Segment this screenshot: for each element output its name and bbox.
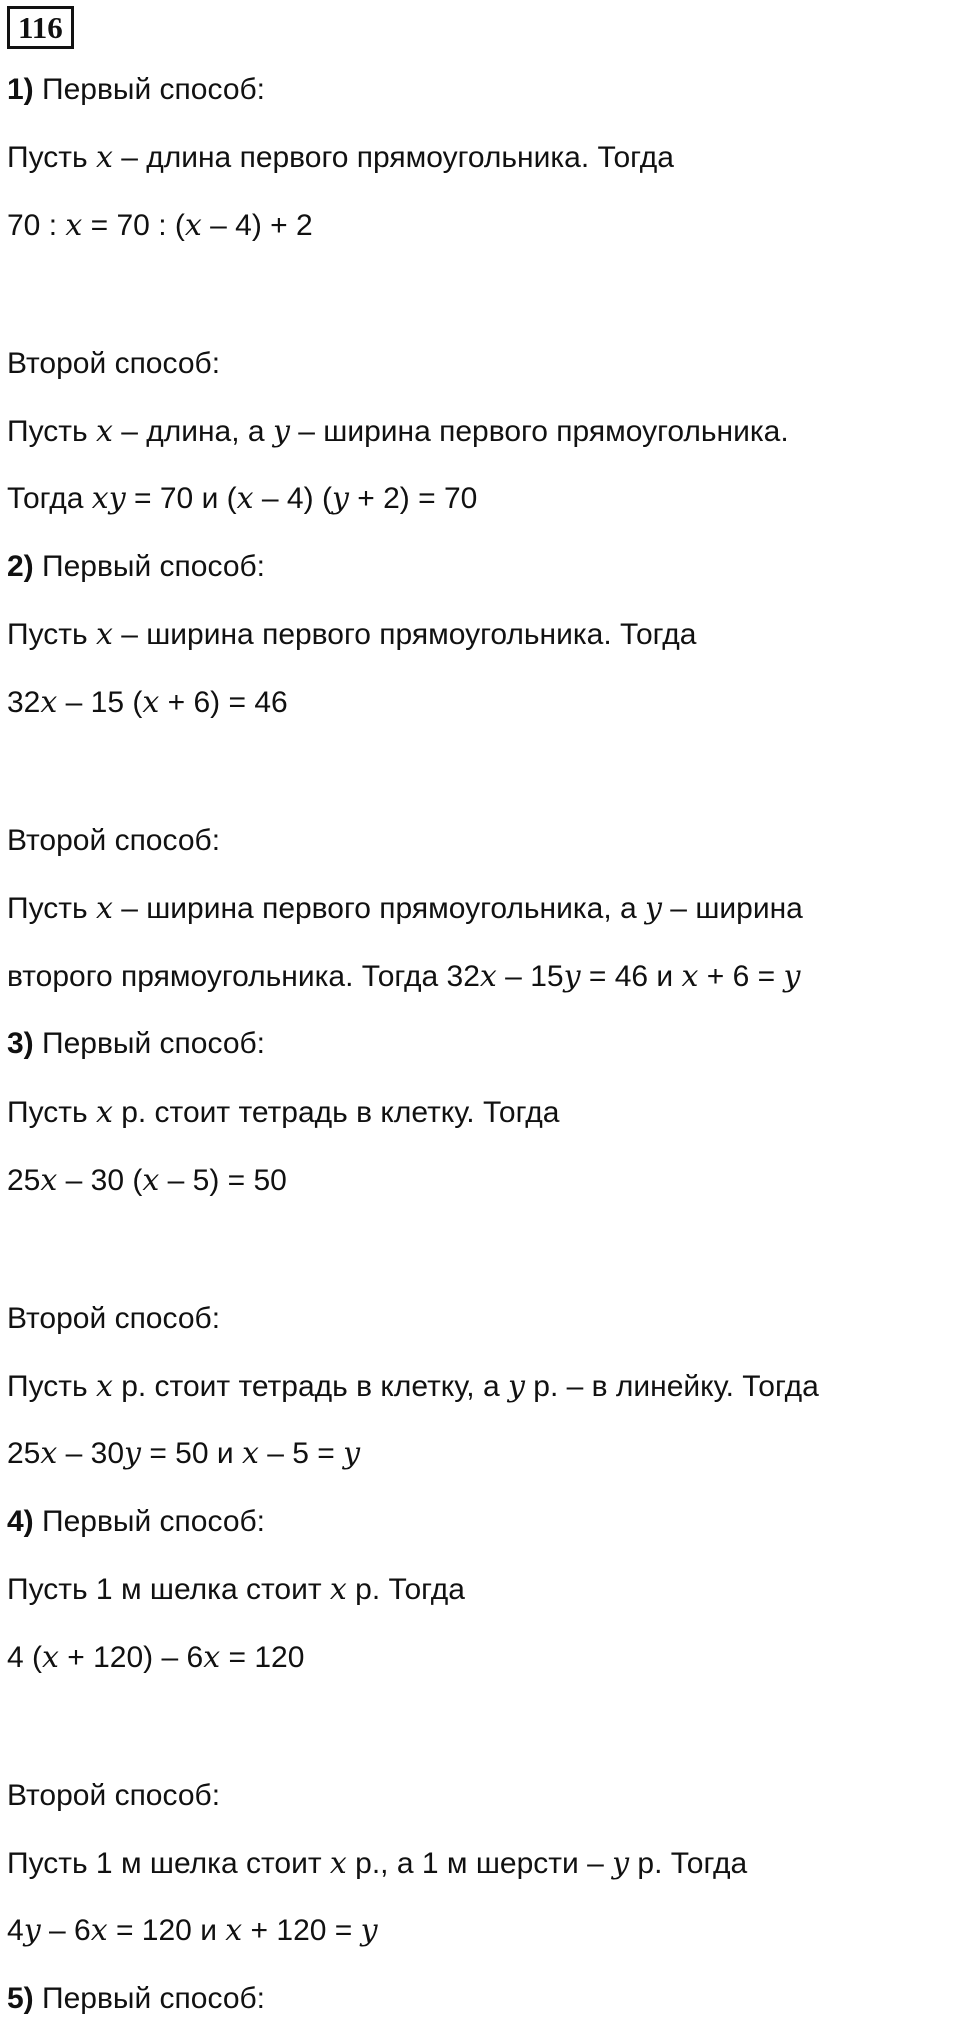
problem-number-box: 116 [7, 6, 74, 49]
line-text: 4 [7, 1914, 24, 1947]
text-line [7, 72, 265, 108]
line-text: р., а 1 м шерсти – [346, 1847, 613, 1880]
line-text: = 120 и [107, 1914, 226, 1947]
math-variable: x [95, 1095, 113, 1130]
math-variable: x [42, 1640, 59, 1675]
math-variable: x [65, 208, 83, 243]
line-text: Пусть [7, 1370, 96, 1403]
line-text: 4 ( [7, 1641, 43, 1674]
line-text: = 70 : ( [82, 209, 185, 242]
line-text: – длина первого прямоугольника. Тогда [112, 141, 674, 174]
math-variable: x [225, 1913, 243, 1948]
line-text: р. Тогда [346, 1573, 465, 1606]
math-variable: x [681, 959, 699, 994]
math-variable: y [612, 1846, 630, 1881]
line-text: 70 : [7, 209, 66, 242]
item-number: 1) [7, 73, 34, 106]
line-text: Первый способ: [33, 1982, 266, 2015]
math-variable: x [479, 959, 497, 994]
item-number: 3) [7, 1027, 34, 1060]
text-line [7, 481, 477, 517]
line-text: Первый способ: [33, 1027, 266, 1060]
math-variable: y [645, 891, 662, 926]
line-text: – 15 [496, 960, 564, 993]
line-text: Второй способ: [7, 347, 221, 380]
math-variable: x [40, 1163, 58, 1198]
math-variable: y [272, 414, 290, 449]
math-variable: y [783, 959, 801, 994]
text-line [7, 1504, 265, 1540]
line-text: – длина, а [112, 415, 273, 448]
math-variable: x [236, 481, 254, 516]
item-number: 2) [7, 550, 34, 583]
math-variable: x [329, 1846, 347, 1881]
math-variable: x [95, 140, 113, 175]
text-line [7, 346, 220, 382]
text-line [7, 208, 313, 244]
line-text: – 4) + 2 [201, 209, 313, 242]
line-text: 32 [7, 686, 41, 719]
math-variable: x [95, 1369, 113, 1404]
line-text: – 15 ( [57, 686, 143, 719]
math-variable: x [40, 685, 58, 720]
line-text: = 70 и ( [125, 482, 237, 515]
line-text: второго прямоугольника. Тогда 32 [7, 960, 480, 993]
math-variable: x [95, 414, 113, 449]
line-text: Первый способ: [33, 73, 266, 106]
line-text: Второй способ: [7, 824, 221, 857]
text-line [7, 617, 696, 653]
line-text: = 46 и [580, 960, 682, 993]
text-line [7, 1981, 265, 2017]
line-text: + 6) = 46 [159, 686, 288, 719]
text-line [7, 959, 800, 995]
math-variable: x [241, 1436, 259, 1471]
math-variable: x [142, 1163, 160, 1198]
line-text: – 30 ( [57, 1164, 143, 1197]
line-text: + 120 = [242, 1914, 361, 1947]
text-line [7, 1369, 819, 1405]
text-line [7, 1913, 378, 1949]
line-text: Пусть 1 м шелка стоит [7, 1847, 330, 1880]
text-line [7, 1095, 559, 1131]
math-variable: x [95, 617, 113, 652]
text-line [7, 1301, 220, 1337]
math-variable: y [331, 481, 349, 516]
line-text: Второй способ: [7, 1779, 221, 1812]
math-variable: x [184, 208, 202, 243]
line-text: – ширина первого прямоугольника, а [112, 892, 646, 925]
line-text: Второй способ: [7, 1302, 221, 1335]
line-text: р. – в линейку. Тогда [524, 1370, 819, 1403]
line-text: Пусть [7, 141, 96, 174]
line-text: Пусть [7, 415, 96, 448]
line-text: 25 [7, 1437, 41, 1470]
text-line [7, 549, 265, 585]
text-line [7, 823, 220, 859]
line-text: – ширина [661, 892, 803, 925]
item-number: 4) [7, 1505, 34, 1538]
line-text: + 120) – 6 [58, 1641, 204, 1674]
line-text: – 30 [57, 1437, 125, 1470]
math-variable: x [95, 891, 113, 926]
math-variable: x [329, 1572, 347, 1607]
line-text: + 2) = 70 [348, 482, 478, 515]
line-text: Пусть [7, 892, 96, 925]
text-line [7, 414, 789, 450]
math-variable: y [563, 959, 581, 994]
text-line [7, 1026, 265, 1062]
line-text: – ширина первого прямоугольника. [289, 415, 789, 448]
math-variable: xy [91, 481, 126, 516]
line-text: – 5 = [258, 1437, 344, 1470]
line-text: р. Тогда [629, 1847, 748, 1880]
line-text: – 4) ( [253, 482, 332, 515]
text-line [7, 1572, 465, 1608]
line-text: Пусть [7, 618, 96, 651]
line-text: + 6 = [698, 960, 784, 993]
math-variable: y [124, 1436, 141, 1471]
line-text: – 6 [40, 1914, 91, 1947]
text-line [7, 1846, 747, 1882]
math-variable: x [203, 1640, 221, 1675]
line-text: р. стоит тетрадь в клетку, а [112, 1370, 508, 1403]
text-line [7, 140, 674, 176]
line-text: – ширина первого прямоугольника. Тогда [112, 618, 697, 651]
line-text: = 50 и [140, 1437, 242, 1470]
text-line [7, 1640, 304, 1676]
math-variable: y [343, 1436, 361, 1471]
item-number: 5) [7, 1982, 34, 2015]
line-text: Первый способ: [33, 1505, 266, 1538]
text-line [7, 1436, 360, 1472]
text-line [7, 1163, 287, 1199]
line-text: р. стоит тетрадь в клетку. Тогда [112, 1096, 560, 1129]
line-text: – 5) = 50 [159, 1164, 287, 1197]
line-text: Первый способ: [33, 550, 266, 583]
text-line [7, 891, 803, 927]
math-variable: x [142, 685, 160, 720]
line-text: Пусть [7, 1096, 96, 1129]
line-text: Тогда [7, 482, 92, 515]
line-text: Пусть 1 м шелка стоит [7, 1573, 330, 1606]
math-variable: y [23, 1913, 41, 1948]
line-text: 25 [7, 1164, 41, 1197]
line-text: = 120 [220, 1641, 305, 1674]
math-variable: y [507, 1369, 525, 1404]
math-variable: x [90, 1913, 108, 1948]
math-variable: y [360, 1913, 378, 1948]
text-line [7, 685, 288, 721]
math-variable: x [40, 1436, 58, 1471]
text-line [7, 1778, 220, 1814]
